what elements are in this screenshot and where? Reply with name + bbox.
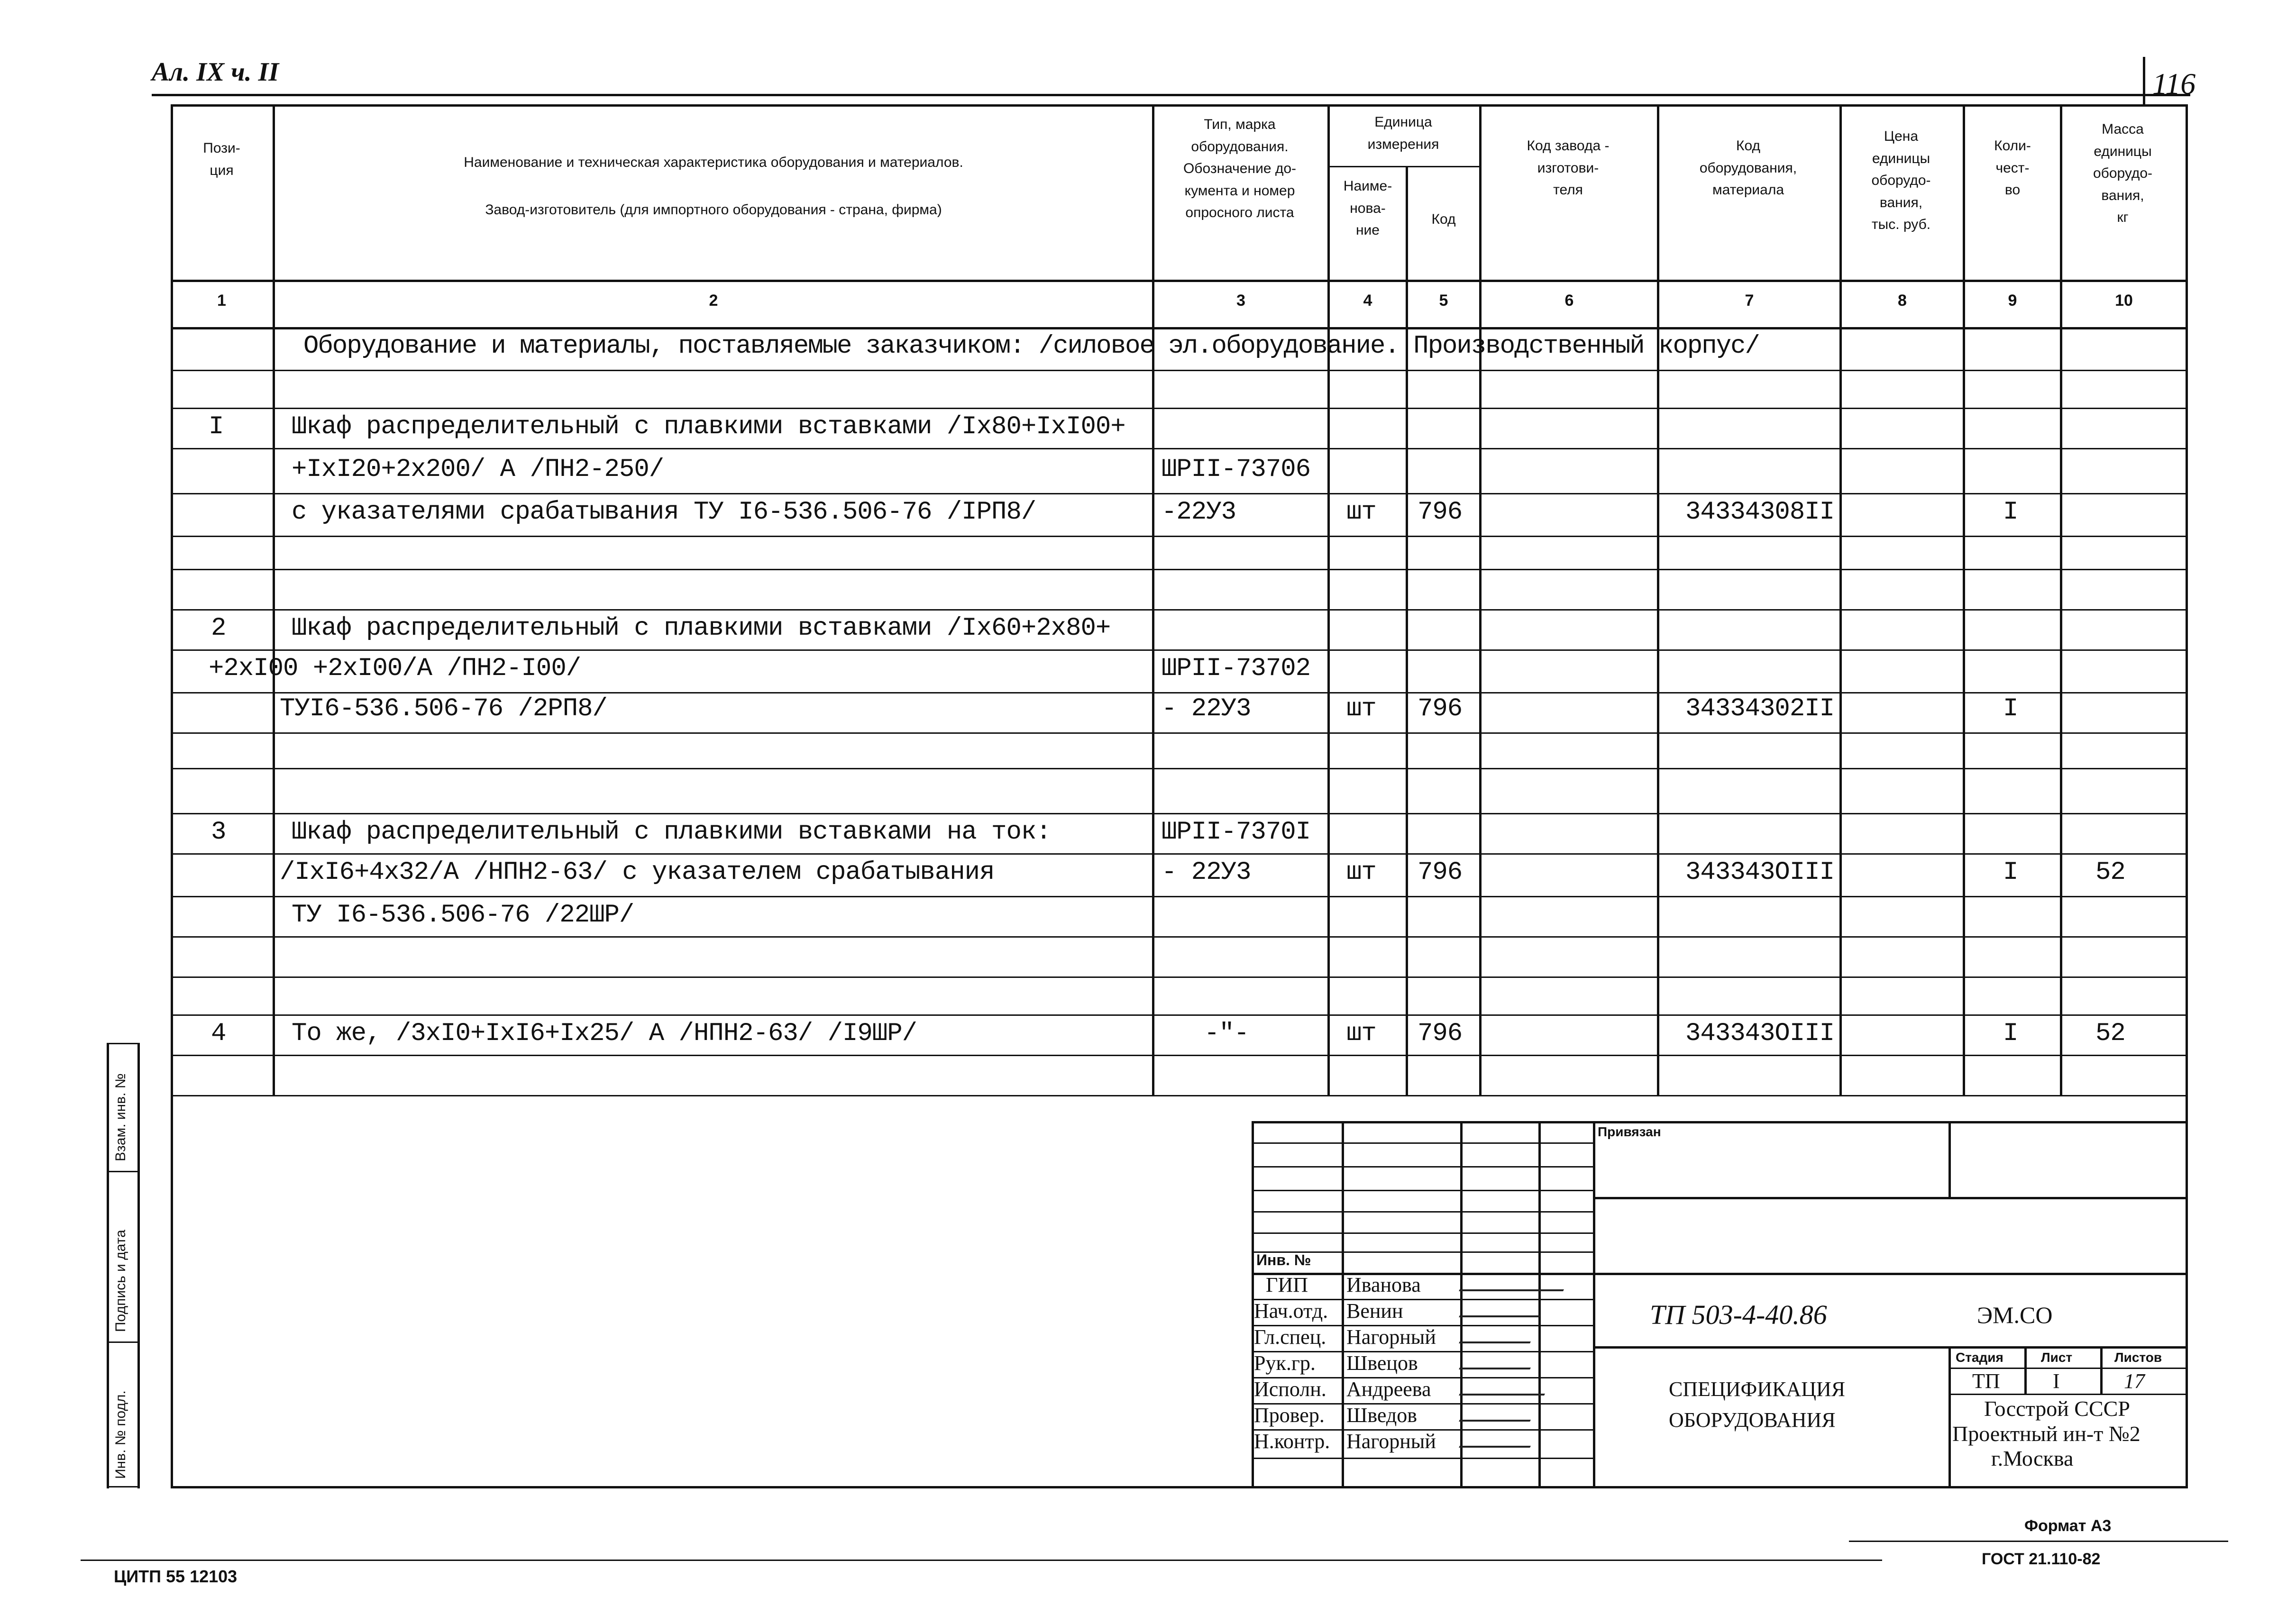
stamp-name: Швецов <box>1346 1351 1418 1375</box>
corner-mark: Ал. IX ч. II <box>152 57 279 87</box>
stage-value: ТП <box>1972 1369 2000 1393</box>
colnum-8: 8 <box>1898 292 1907 310</box>
stamp-role: Гл.спец. <box>1254 1325 1326 1349</box>
table-row-qty: I <box>2003 694 2018 723</box>
table-row-name: Шкаф распределительный с плавкими вставками /Iх60+2х80+ <box>292 614 1111 643</box>
doc-title-line1: СПЕЦИФИКАЦИЯ <box>1669 1378 1846 1401</box>
table-row-equip: 343343OIII <box>1685 1019 1835 1048</box>
colnum-4: 4 <box>1363 292 1372 310</box>
colnum-1: 1 <box>217 292 226 310</box>
table-row-name: с указателями срабатывания ТУ I6-536.506-76 /IРП8/ <box>292 498 1036 527</box>
footer-rule <box>1849 1541 2228 1542</box>
stamp-name: Шведов <box>1346 1404 1418 1427</box>
stamp-role: Нач.отд. <box>1254 1299 1328 1323</box>
sheets-label: Листов <box>2114 1350 2162 1365</box>
doc-mark: ЭМ.СО <box>1977 1302 2053 1328</box>
table-row-type: - 22У3 <box>1162 858 1251 887</box>
colnum-5: 5 <box>1439 292 1448 310</box>
header-quantity: Коли- чест- во <box>1994 138 2031 198</box>
stamp-role: Провер. <box>1254 1404 1325 1427</box>
table-row-unit: шт <box>1346 858 1376 887</box>
stamp-privyazan: Привязан <box>1598 1124 1661 1139</box>
colnum-7: 7 <box>1745 292 1754 310</box>
side-label-inv-orig: Инв. № подл. <box>113 1390 128 1479</box>
page-number-box <box>2143 57 2145 104</box>
table-row-name: То же, /3хI0+IхI6+Iх25/ А /НПН2-63/ /I9ШР/ <box>292 1019 917 1048</box>
colnum-9: 9 <box>2008 292 2017 310</box>
table-row-qty: I <box>2003 1019 2018 1048</box>
table-row-equip: 34334308II <box>1685 498 1835 527</box>
table-row-code: 796 <box>1418 694 1463 723</box>
doc-title-line2: ОБОРУДОВАНИЯ <box>1669 1408 1836 1432</box>
header-unit: Единица измерения <box>1367 114 1439 152</box>
footer-code: ЦИТП 55 12103 <box>114 1567 238 1586</box>
header-type: Тип, марка оборудования. Обозначение до- кумента и номер опросного листа <box>1183 117 1297 220</box>
table-row-pos: I <box>209 412 224 441</box>
stamp-name: Нагорный <box>1346 1325 1436 1349</box>
table-row-pos: 3 <box>211 818 226 847</box>
footer-bottom-rule <box>81 1560 1882 1561</box>
table-row-code: 796 <box>1418 858 1463 887</box>
table-row-equip: 343343OIII <box>1685 858 1835 887</box>
header-unit-code: Код <box>1431 211 1456 227</box>
header-name-line1: Наименование и техническая характеристика оборудования и материалов. <box>464 155 963 170</box>
table-row-type: -"- <box>1204 1019 1249 1048</box>
table-row-qty: I <box>2003 498 2018 527</box>
org-line2: Проектный ин-т №2 <box>1952 1422 2140 1446</box>
table-row-mass: 52 <box>2095 858 2125 887</box>
table-row-unit: шт <box>1346 1019 1376 1048</box>
section-title: Оборудование и материалы, поставляемые заказчиком: /силовое эл.оборудование. Производственный корпус/ <box>303 332 1759 361</box>
header-equipment-code: Код оборудования, материала <box>1699 138 1797 198</box>
stamp-role: Исполн. <box>1254 1378 1326 1401</box>
page-number: 116 <box>2152 67 2196 100</box>
header-position: Пози- ция <box>203 140 240 178</box>
stamp-name: Нагорный <box>1346 1430 1436 1453</box>
colnum-6: 6 <box>1564 292 1574 310</box>
table-row-mass: 52 <box>2095 1019 2125 1048</box>
stamp-inv-no: Инв. № <box>1256 1251 1311 1268</box>
table-row-name: Шкаф распределительный с плавкими вставками /Iх80+IхI00+ <box>292 412 1125 441</box>
stage-label: Стадия <box>1956 1350 2003 1365</box>
side-label-replaced-inv: Взам. инв. № <box>113 1073 128 1161</box>
header-name-line2: Завод-изготовитель (для импортного оборудования - страна, фирма) <box>485 202 942 218</box>
header-unit-name: Наиме- нова- ние <box>1343 178 1392 238</box>
doc-code: ТП 503-4-40.86 <box>1650 1299 1827 1330</box>
table-row-type: ШРII-73702 <box>1162 654 1311 683</box>
table-row-type: ШРII-7370I <box>1162 818 1311 847</box>
sheet-label: Лист <box>2041 1350 2073 1365</box>
table-row-unit: шт <box>1346 694 1376 723</box>
table-row-code: 796 <box>1418 498 1463 527</box>
table-row-type: ШРII-73706 <box>1162 455 1311 484</box>
table-row-name: ТУ I6-536.506-76 /22ШР/ <box>292 901 634 930</box>
header-price: Цена единицы оборудо- вания, тыс. руб. <box>1871 128 1931 232</box>
stamp-name: Иванова <box>1346 1273 1421 1296</box>
org-line1: Госстрой СССР <box>1984 1396 2130 1421</box>
bottom-border <box>171 1486 2186 1488</box>
table-row-qty: I <box>2003 858 2018 887</box>
stamp-role: Рук.гр. <box>1254 1351 1316 1375</box>
side-label-signature-date: Подпись и дата <box>113 1230 128 1332</box>
colnum-3: 3 <box>1236 292 1245 310</box>
table-row-pos: 2 <box>211 614 226 643</box>
format-label: Формат А3 <box>2024 1517 2112 1535</box>
table-row-name: /IхI6+4х32/А /НПН2-63/ с указателем срабатывания <box>280 858 995 887</box>
colnum-2: 2 <box>709 292 718 310</box>
sheet-value: I <box>2053 1369 2060 1393</box>
table-row-type: - 22У3 <box>1162 694 1251 723</box>
table-row-name: ТУI6-536.506-76 /2РП8/ <box>280 694 607 723</box>
table-row-type: -22У3 <box>1162 498 1236 527</box>
table-row-name: Шкаф распределительный с плавкими вставками на ток: <box>292 818 1051 847</box>
gost-label: ГОСТ 21.110-82 <box>1982 1550 2101 1568</box>
colnum-10: 10 <box>2115 292 2133 310</box>
org-line3: г.Москва <box>1991 1446 2074 1470</box>
table-row-name: +2хI00 +2хI00/А /ПН2-I00/ <box>209 654 581 683</box>
table-row-equip: 34334302II <box>1685 694 1835 723</box>
table-row-name: +IхI20+2х200/ А /ПН2-250/ <box>292 455 664 484</box>
top-border <box>152 94 2190 96</box>
header-plant-code: Код завода - изготови- теля <box>1527 138 1610 198</box>
table-row-code: 796 <box>1418 1019 1463 1048</box>
stamp-name: Венин <box>1346 1299 1403 1323</box>
header-mass: Масса единицы оборудо- вания, кг <box>2093 121 2153 225</box>
sheets-value: 17 <box>2124 1369 2145 1393</box>
stamp-role: Н.контр. <box>1254 1430 1330 1453</box>
stamp-role: ГИП <box>1266 1273 1308 1296</box>
stamp-name: Андреева <box>1346 1378 1431 1401</box>
table-row-pos: 4 <box>211 1019 226 1048</box>
table-row-unit: шт <box>1346 498 1376 527</box>
